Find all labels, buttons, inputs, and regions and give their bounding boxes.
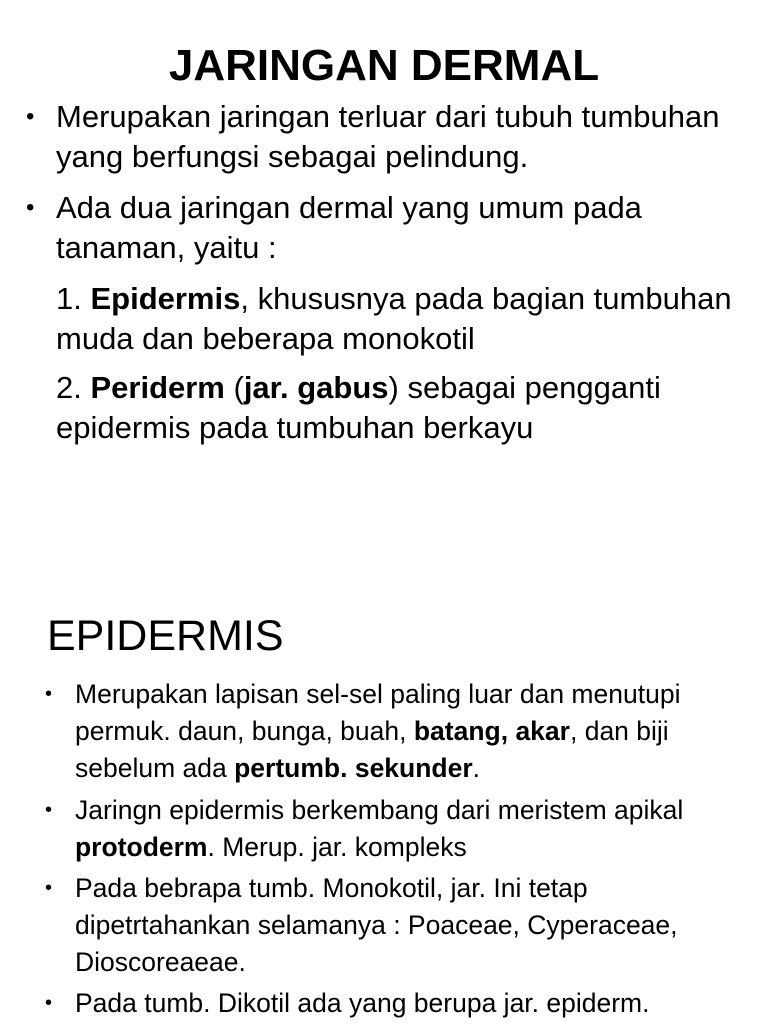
item-term: Periderm [90,370,225,405]
bold-term: protoderm [75,832,208,862]
bullet-item [45,676,760,787]
bullet-item [26,188,756,268]
bullet-marker: • [45,799,53,821]
bullet-marker: • [45,683,53,705]
bullet-item [45,792,760,866]
text-run: . [472,753,481,783]
bullet-marker: • [45,992,53,1014]
bullet-marker: • [45,877,53,899]
numbered-item-epidermis [56,279,756,359]
item-description: ) sebagai pengganti epidermis pada tumbuhan berkayu [56,370,661,445]
item-text: ( [224,370,244,405]
item-description: , khususnya pada bagian tumbuhan muda dan beberapa monokotil [56,281,732,356]
bullet-item [45,870,760,981]
numbered-item-periderm [56,368,756,448]
text-run: Jaringn epidermis berkembang dari meristem apikal [75,795,684,825]
bullet-item [26,97,756,177]
text-run: . Merup. jar. kompleks [207,832,467,862]
slide-title: EPIDERMIS [47,612,284,660]
bullet-text: Merupakan jaringan terluar dari tubuh tumbuhan yang berfungsi sebagai pelindung. [56,99,720,174]
bullet-text: Pada tumb. Dikotil ada yang berupa jar. epiderm. [75,988,650,1018]
text-run: Merupakan lapisan sel-sel paling luar dan menutupi permuk. daun, bunga, buah, [75,679,681,746]
bullet-text [75,792,760,866]
item-term: Epidermis [90,281,241,316]
item-term-alt: jar. gabus [243,370,389,405]
bold-term: pertumb. sekunder [234,753,473,783]
bullet-text [75,676,760,787]
slide-epidermis [0,560,768,1024]
text-run: , dan biji sebelum ada [75,716,669,783]
slide-title: JARINGAN DERMAL [168,41,600,90]
bullet-text: Ada dua jaringan dermal yang umum pada tanaman, yaitu : [56,190,642,265]
bullet-item [45,985,760,1022]
bullet-marker: • [26,194,35,221]
item-number: 2. [56,370,91,405]
item-number: 1. [56,281,91,316]
bullet-text: Pada bebrapa tumb. Monokotil, jar. Ini tetap dipetrtahankan selamanya : Poaceae, Cyperaceae, Dioscoreaeae. [75,873,678,977]
bullet-marker: • [26,103,35,130]
bold-term: batang, akar [413,716,570,746]
